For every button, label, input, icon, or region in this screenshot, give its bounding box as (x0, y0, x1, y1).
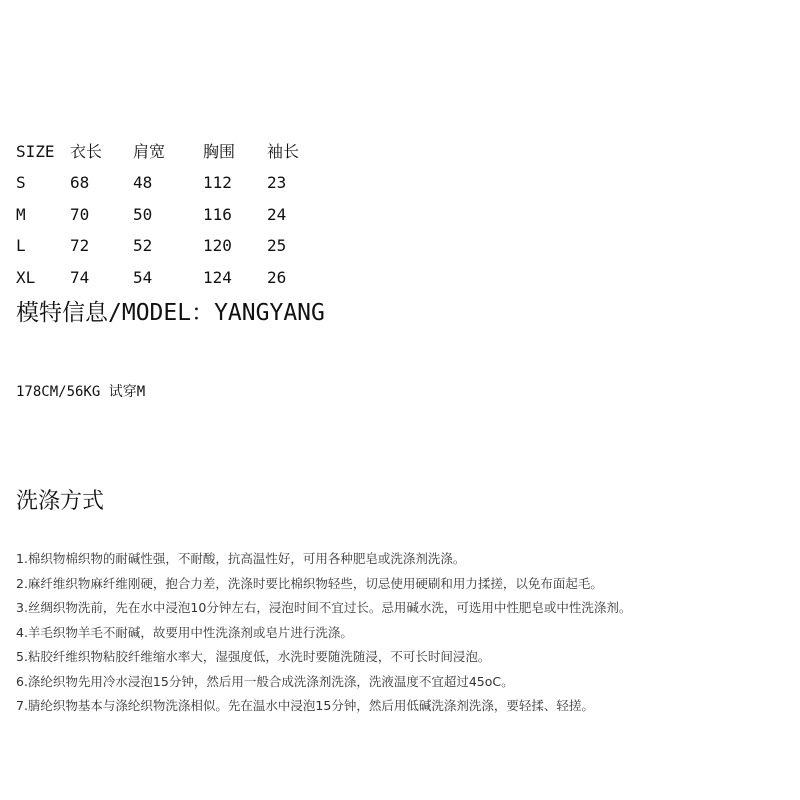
header-sleeve: 袖长 (267, 141, 300, 161)
size-cell: M (16, 204, 26, 224)
sleeve-cell: 23 (267, 173, 287, 193)
length-cell: 70 (70, 204, 90, 224)
chest-cell: 116 (203, 204, 232, 224)
chest-cell: 112 (203, 173, 232, 193)
size-chart-row (16, 168, 327, 200)
size-chart-row (16, 231, 327, 263)
shoulder-cell: 52 (133, 236, 153, 256)
washing-instruction-item: 7.腈纶织物基本与涤纶织物洗涤相似。先在温水中浸泡15分钟，然后用低碱洗涤剂洗涤，要轻揉、轻搓。 (16, 698, 594, 713)
shoulder-cell: 54 (133, 267, 153, 287)
length-cell: 68 (70, 173, 90, 193)
chest-cell: 124 (203, 267, 232, 287)
washing-instruction-item: 5.粘胶纤维织物粘胶纤维缩水率大，湿强度低，水洗时要随洗随浸，不可长时间浸泡。 (16, 649, 491, 664)
model-measurements: 178CM/56KG 试穿M (16, 384, 146, 400)
washing-instructions-list (16, 547, 631, 719)
size-cell: XL (16, 267, 36, 287)
length-cell: 72 (70, 236, 90, 256)
washing-instruction-item: 4.羊毛织物羊毛不耐碱，故要用中性洗涤剂或皂片进行洗涤。 (16, 624, 353, 640)
size-chart-header-row (16, 136, 327, 168)
size-chart-table (16, 136, 327, 294)
washing-instructions-title: 洗涤方式 (16, 489, 105, 514)
washing-instruction-item: 3.丝绸织物洗前，先在水中浸泡10分钟左右，浸泡时间不宜过长。忌用碱水洗，可选用中性肥皂或中性洗涤剂。 (16, 600, 632, 615)
washing-instruction-item: 2.麻纤维织物麻纤维刚硬，抱合力差，洗涤时要比棉织物轻些，切忌使用硬刷和用力揉搓，以免布面起毛。 (16, 575, 603, 591)
sleeve-cell: 25 (267, 236, 287, 256)
washing-instruction-item: 6.涤纶织物先用冷水浸泡15分钟，然后用一般合成洗涤剂洗涤，洗液温度不宜超过45oC。 (16, 673, 514, 689)
size-chart-row (16, 262, 327, 294)
header-chest: 胸围 (203, 141, 236, 161)
washing-instruction-item: 1.棉织物棉织物的耐碱性强，不耐酸，抗高温性好，可用各种肥皂或洗涤剂洗涤。 (16, 551, 466, 566)
header-shoulder: 肩宽 (133, 141, 166, 161)
sleeve-cell: 24 (267, 204, 287, 224)
size-cell: S (16, 173, 26, 193)
shoulder-cell: 48 (133, 173, 153, 193)
model-info-title: 模特信息/MODEL：YANGYANG (16, 300, 325, 326)
size-cell: L (16, 236, 26, 256)
size-chart-row (16, 199, 327, 231)
chest-cell: 120 (203, 236, 232, 256)
header-length: 衣长 (70, 141, 103, 161)
length-cell: 74 (70, 267, 90, 287)
shoulder-cell: 50 (133, 204, 153, 224)
sleeve-cell: 26 (267, 267, 287, 287)
header-size: SIZE (16, 141, 55, 161)
